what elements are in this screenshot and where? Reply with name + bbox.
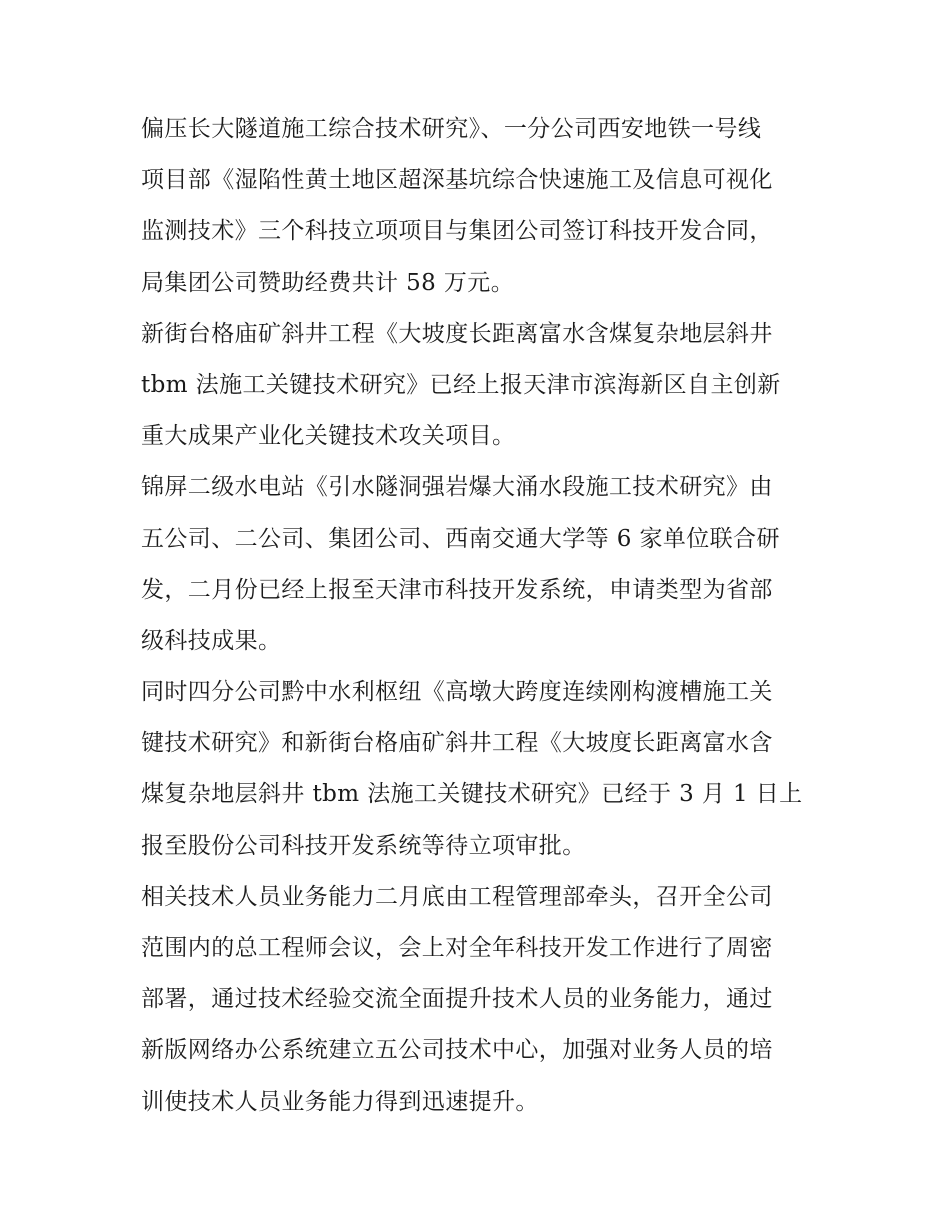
text-line: 训使技术人员业务能力得到迅速提升。	[141, 1088, 539, 1115]
text-line: 范围内的总工程师会议，会上对全年科技开发工作进行了周密	[141, 935, 773, 961]
text-line: 监测技术》三个科技立项项目与集团公司签订科技开发合同，	[141, 218, 773, 245]
text-line: 级科技成果。	[141, 627, 282, 654]
text-line: tbm 法施工关键技术研究》已经上报天津市滨海新区自主创新	[141, 371, 781, 398]
text-line: 五公司、二公司、集团公司、西南交通大学等 6 家单位联合研	[141, 525, 780, 552]
paragraph-staff-training	[141, 872, 821, 1128]
paragraph-research-projects	[141, 104, 821, 309]
text-line: 报至股份公司科技开发系统等待立项审批。	[141, 832, 586, 859]
text-line: 新街台格庙矿斜井工程《大坡度长距离富水含煤复杂地层斜井	[141, 320, 773, 347]
paragraph-jinping-project	[141, 462, 821, 667]
text-line: 新版网络办公系统建立五公司技术中心，加强对业务人员的培	[141, 1037, 773, 1064]
text-line: 发，二月份已经上报至天津市科技开发系统，申请类型为省部	[141, 576, 773, 603]
text-line: 煤复杂地层斜井 tbm 法施工关键技术研究》已经于 3 月 1 日上	[141, 781, 803, 808]
paragraph-xinjie-project	[141, 309, 821, 463]
text-line: 相关技术人员业务能力二月底由工程管理部牵头，召开全公司	[141, 883, 773, 910]
document-body	[141, 104, 821, 1128]
text-line: 项目部《湿陷性黄土地区超深基坑综合快速施工及信息可视化	[141, 167, 773, 194]
text-line: 锦屏二级水电站《引水隧洞强岩爆大涌水段施工技术研究》由	[141, 474, 773, 501]
text-line: 部署，通过技术经验交流全面提升技术人员的业务能力，通过	[141, 986, 773, 1013]
text-line: 同时四分公司黔中水利枢纽《高墩大跨度连续刚构渡槽施工关	[141, 679, 773, 706]
text-line: 偏压长大隧道施工综合技术研究》、一分公司西安地铁一号线	[141, 116, 762, 142]
text-line: 局集团公司赞助经费共计 58 万元。	[141, 269, 515, 296]
text-line: 键技术研究》和新街台格庙矿斜井工程《大坡度长距离富水含	[141, 730, 773, 757]
text-line: 重大成果产业化关键技术攻关项目。	[141, 423, 516, 450]
paragraph-qianzhong-project	[141, 667, 821, 872]
